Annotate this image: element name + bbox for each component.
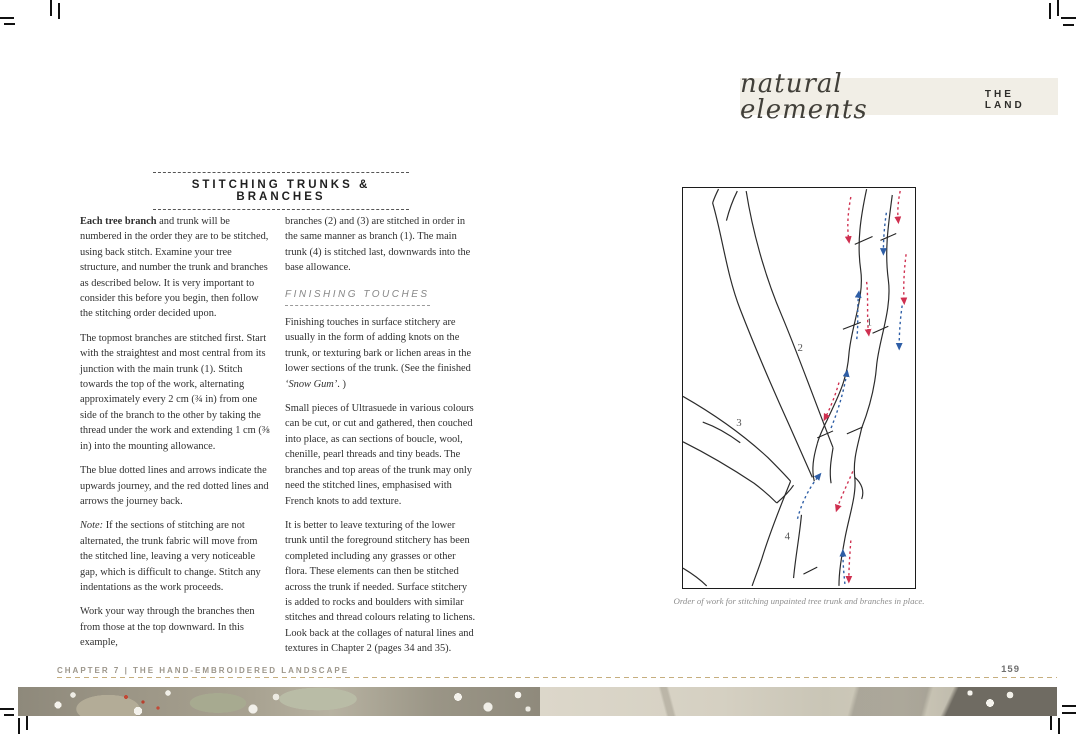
paragraph-text: If the sections of stitching are not alternated, the trunk fabric will move from the stitched line, leaving a very noticeable gap, which is difficult to change. Stitch any indentations as the work proceeds. [80,520,261,593]
tree-diagram-svg [683,188,914,587]
paragraph-text: . ) [337,378,346,390]
paragraph: The topmost branches are stitched first. Start with the straightest and most central from its junction with the main trunk (1). Stitch towards the top of the work, alternating approximately every 2 cm (¾ in) from one side of the branch to the other by taking the thread under the work and extending 1 cm (⅜ in) into the mounting allowance. [80,332,270,452]
header-section-label: THE LAND [984,88,1025,111]
paragraph-text: Finishing touches in surface stitchery are usually in the form of adding knots on the trunk, or texturing bark or lichen areas in the lower sections of the trunk. (See the finished [285,317,472,375]
paragraph: branches (2) and (3) are stitched in order in the same manner as branch (1). The main trunk (4) is stitched last, downwards into the base allowance. [285,216,471,274]
embroidery-photo-left [18,687,540,716]
footer-dashed-rule [57,677,1057,678]
stitch-order-diagram [682,187,916,589]
paragraph: Small pieces of Ultrasuede in various colours can be cut, or cut and gathered, then couched into place, as can sections of boucle, wool, chenille, pearl threads and tiny beads. The branches and top areas of the trunk may only need the stitched lines, emphasised with French knots to add texture. [285,403,474,507]
header-script-title: natural elements [740,68,868,125]
text-column-left [80,214,271,660]
footer-chapter-text: CHAPTER 7 | THE HAND-EMBROIDERED LANDSCAPE [57,666,350,675]
return-journey-lines [825,191,906,580]
footer-page-number: 159 [1001,664,1020,675]
paragraph [80,214,271,322]
paragraph-text: and trunk will be numbered in the order they are to be stitched, using back stitch. Examine your tree structure, and number the trunk and branches as described below. It is very important to consider this before you begin, then follow the stitching order decided upon. [80,216,269,320]
subheading-finishing-touches: FINISHING TOUCHES [285,287,430,306]
paragraph: It is better to leave texturing of the lower trunk until the foreground stitchery has been completed including any grasses or other flora. These elements can then be stitched across the trunk if needed. Surface stitchery is added to rocks and boulders with similar stitches and thread colours relating to lichens. Look back at the collages of natural lines and textures in Chapter 2 (pages 34 and 35). [285,519,476,655]
paragraph [285,315,476,392]
branch-label-3: 3 [736,417,742,429]
embroidery-photo-right [540,687,1057,716]
paragraph: The blue dotted lines and arrows indicate the upwards journey, and the red dotted lines and arrows the journey back. [80,465,269,507]
work-title-italic: ‘Snow Gum’ [285,378,338,390]
paragraph-lead-italic: Note: [80,520,104,532]
branch-label-2: 2 [797,341,803,354]
paragraph-lead-bold: Each tree branch [80,216,157,227]
branch-label-1: 1 [866,316,873,329]
figure-caption: Order of work for stitching unpainted tree trunk and branches in place. [673,596,925,606]
text-column-middle [285,214,476,666]
article-title: STITCHING TRUNKS & BRANCHES [153,172,409,210]
chapter-header-band [740,68,1058,125]
tree-outline [683,189,892,586]
paragraph: Work your way through the branches then from those at the top downward. In this example, [80,606,255,649]
upward-journey-lines [798,213,903,584]
paragraph [80,518,271,595]
stitch-tick-marks [803,234,896,575]
trunk-label-4: 4 [784,530,791,543]
